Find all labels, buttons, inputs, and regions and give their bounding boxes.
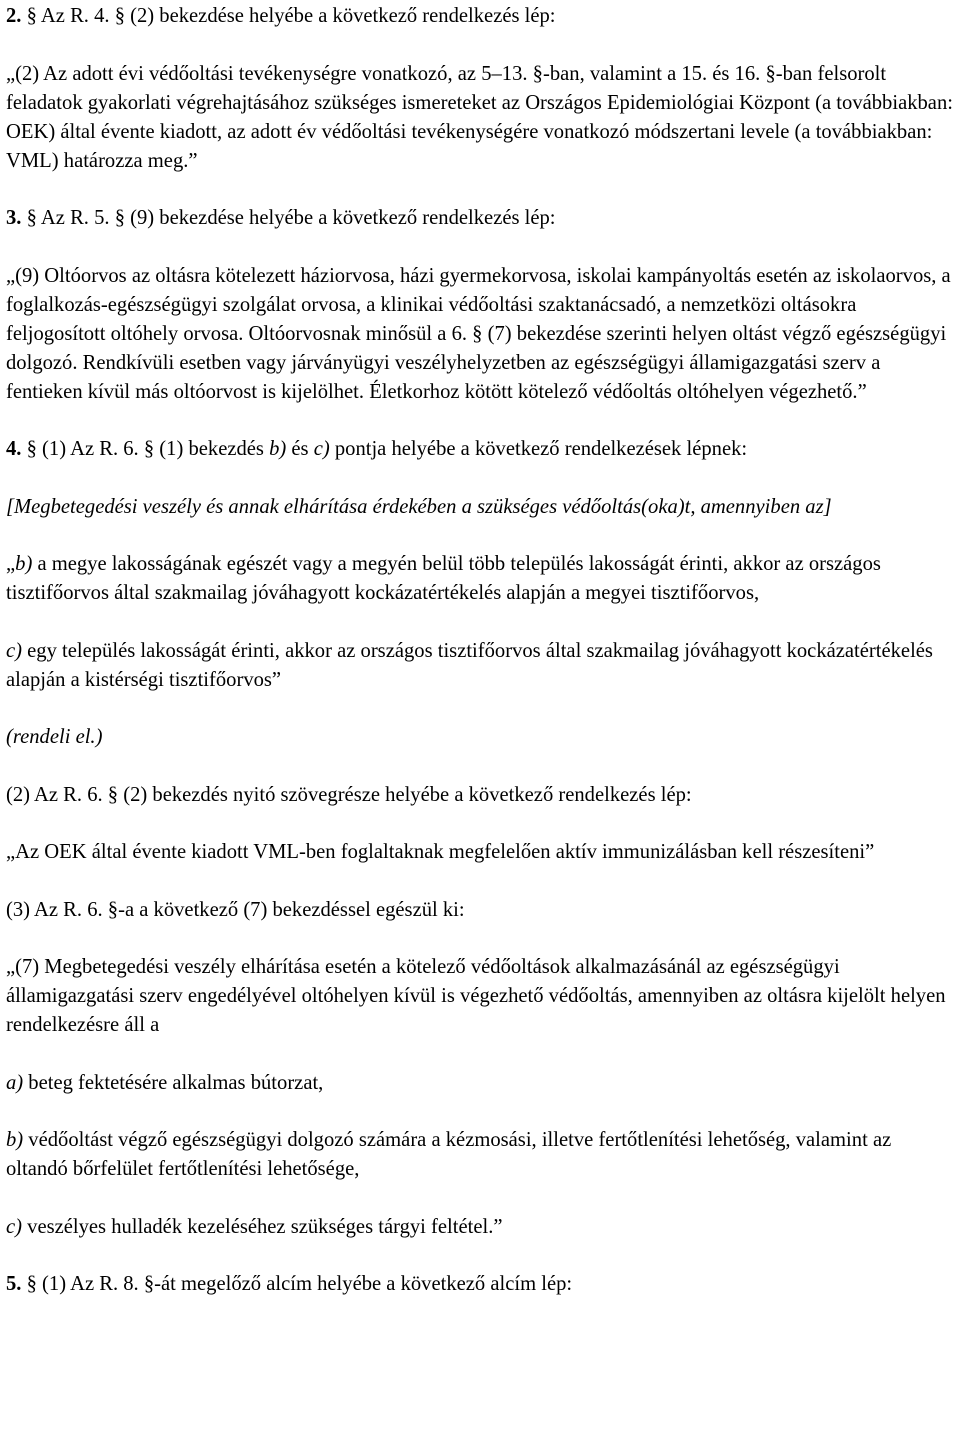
section-3-quote: „(9) Oltóorvos az oltásra kötelezett háziorvosa, házi gyermekorvosa, iskolai kampányoltás esetén az iskolaorvos, a foglalkozás-egészségügyi szolgálat orvosa, a klinikai védőoltási szaktanácsadó, a nemzetközi oltásokra feljogosított oltóhely orvosa. Oltóorvosnak minősül a 6. § (7) bekezdése szerinti helyen oltást végző egészségügyi dolgozó. Rendkívüli esetben vagy járványügyi veszélyhelyzetben az egészségügyi államigazgatási szerv a fentieken kívül más oltóorvost is kijelölhet. Életkorhoz kötött kötelező védőoltás oltóhelyen végezhető.” bbox=[6, 265, 951, 403]
paragraph-2-heading: (2) Az R. 6. § (2) bekezdés nyitó szövegrésze helyébe a következő rendelkezés lép: bbox=[6, 784, 692, 806]
paragraph-3-heading: (3) Az R. 6. §-a a következő (7) bekezdéssel egészül ki: bbox=[6, 899, 465, 921]
point-a2: a) beteg fektetésére alkalmas bútorzat, bbox=[6, 1072, 324, 1094]
section-4-heading: 4. § (1) Az R. 6. § (1) bekezdés b) és c) pontja helyébe a következő rendelkezések lépnek: bbox=[6, 438, 748, 460]
section-2-number: 2. bbox=[6, 5, 22, 27]
section-3-number: 3. bbox=[6, 207, 22, 229]
point-b: „b) a megye lakosságának egészét vagy a megyén belül több település lakosságát érinti, akkor az országos tisztifőorvos által szakmailag jóváhagyott kockázatértékelés alapján a megyei tisztifőorvos, bbox=[6, 553, 881, 604]
point-c: c) egy település lakosságát érinti, akkor az országos tisztifőorvos által szakmailag jóváhagyott kockázatértékelés alapján a kistérségi tisztifőorvos” bbox=[6, 640, 933, 691]
section-4-number: 4. bbox=[6, 438, 22, 460]
section-4-intro: [Megbetegedési veszély és annak elhárítása érdekében a szükséges védőoltás(oka)t, amennyiben az] bbox=[6, 496, 832, 518]
rendeli-el: (rendeli el.) bbox=[6, 726, 103, 748]
paragraph-3-quote: „(7) Megbetegedési veszély elhárítása esetén a kötelező védőoltások alkalmazásánál az egészségügyi államigazgatási szerv engedélyével oltóhelyen kívül is végezhető védőoltás, amennyiben az oltásra kijelölt helyen rendelkezésre áll a bbox=[6, 956, 946, 1036]
section-2-quote: „(2) Az adott évi védőoltási tevékenységre vonatkozó, az 5–13. §-ban, valamint a 15. és 16. §-ban felsorolt feladatok gyakorlati végrehajtásához szükséges ismereteket az Országos Epidemiológiai Központ (a továbbiakban: OEK) által évente kiadott, az adott év védőoltási tevékenységére vonatkozó módszertani levele (a továbbiakban: VML) határozza meg.” bbox=[6, 63, 953, 172]
point-b2: b) védőoltást végző egészségügyi dolgozó számára a kézmosási, illetve fertőtlenítési lehetőség, valamint az oltandó bőrfelület fertőtlenítési lehetősége, bbox=[6, 1129, 892, 1180]
document-page bbox=[0, 2, 960, 1299]
section-3-heading: 3. § Az R. 5. § (9) bekezdése helyébe a következő rendelkezés lép: bbox=[6, 207, 556, 229]
section-2-heading: 2. § Az R. 4. § (2) bekezdése helyébe a következő rendelkezés lép: bbox=[6, 5, 556, 27]
paragraph-2-quote: „Az OEK által évente kiadott VML-ben foglaltaknak megfelelően aktív immunizálásban kell részesíteni” bbox=[6, 841, 875, 863]
section-5-number: 5. bbox=[6, 1273, 22, 1295]
point-c2: c) veszélyes hulladék kezeléséhez szükséges tárgyi feltétel.” bbox=[6, 1216, 503, 1238]
section-5-heading: 5. § (1) Az R. 8. §-át megelőző alcím helyébe a következő alcím lép: bbox=[6, 1273, 573, 1295]
